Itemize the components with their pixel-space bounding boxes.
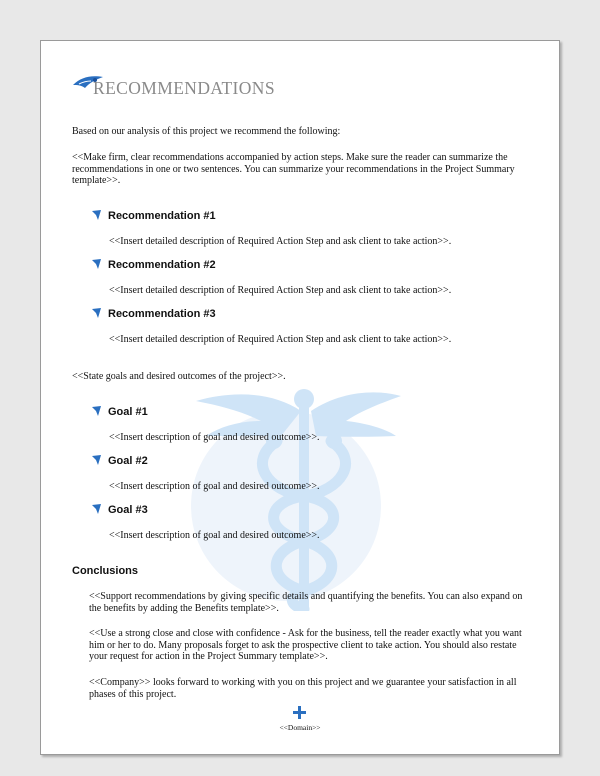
pennant-bullet-icon: [92, 308, 101, 318]
intro-instruction: <<Make firm, clear recommendations accompanied by action steps. Make sure the reader can summarize the recommendations in one or two sentences. You can summarize your recommendations in the Project Summary template>>.: [72, 152, 515, 187]
conclusion-paragraph: <<Support recommendations by giving specific details and quantifying the benefits. You can also expand on the benefits by adding the Benefits template>>.: [89, 591, 523, 614]
recommendation-heading: [108, 259, 216, 271]
recommendation-text: <<Insert detailed description of Required Action Step and ask client to take action>>.: [109, 236, 452, 247]
caduceus-watermark: [191, 381, 401, 611]
page-title: RECOMMENDATIONS: [93, 78, 275, 98]
recommendation-text: <<Insert detailed description of Required Action Step and ask client to take action>>.: [109, 334, 452, 345]
pennant-bullet-icon: [92, 406, 101, 416]
goals-intro: <<State goals and desired outcomes of the project>>.: [72, 371, 286, 382]
goal-heading: [108, 455, 148, 467]
recommendation-heading: [108, 210, 216, 222]
goal-title: Goal #2: [108, 455, 148, 467]
goal-text: <<Insert description of goal and desired outcome>>.: [109, 481, 320, 492]
document-page: [40, 40, 560, 755]
pennant-bullet-icon: [92, 210, 101, 220]
intro-text: Based on our analysis of this project we recommend the following:: [72, 126, 341, 137]
pennant-bullet-icon: [92, 455, 101, 465]
goal-heading: [108, 406, 148, 418]
goal-text: <<Insert description of goal and desired outcome>>.: [109, 432, 320, 443]
conclusion-paragraph: <<Company>> looks forward to working with you on this project and we guarantee your satisfaction in all phases of this project.: [89, 677, 517, 700]
goal-title: Goal #1: [108, 406, 148, 418]
recommendation-text: <<Insert detailed description of Required Action Step and ask client to take action>>.: [109, 285, 452, 296]
pennant-bullet-icon: [92, 504, 101, 514]
recommendation-title: Recommendation #1: [108, 210, 216, 222]
recommendation-heading: [108, 308, 216, 320]
footer-domain: <<Domain>>: [279, 723, 321, 732]
goal-text: <<Insert description of goal and desired outcome>>.: [109, 530, 320, 541]
pennant-bullet-icon: [92, 259, 101, 269]
recommendation-title: Recommendation #3: [108, 308, 216, 320]
medical-cross-icon: [293, 706, 306, 719]
conclusion-paragraph: <<Use a strong close and close with confidence - Ask for the business, tell the reader exactly what you want him or her to do. Many proposals forget to ask the prospective client to take action. You should also restate your request for action in the Project Summary template>>.: [89, 628, 522, 663]
conclusions-heading: Conclusions: [72, 565, 139, 577]
recommendation-title: Recommendation #2: [108, 259, 216, 271]
goal-title: Goal #3: [108, 504, 148, 516]
goal-heading: [108, 504, 148, 516]
